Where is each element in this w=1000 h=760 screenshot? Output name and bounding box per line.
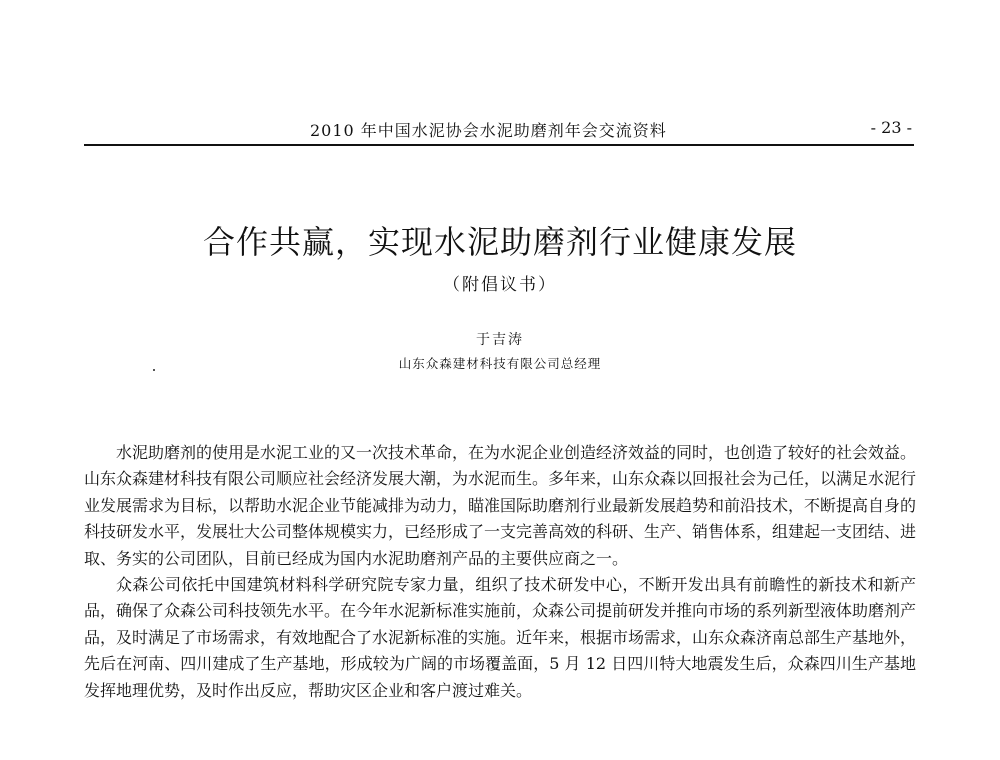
author-affiliation: 山东众森建材科技有限公司总经理 [398, 356, 602, 371]
author-name: 于吉涛 [476, 332, 524, 348]
running-header [84, 118, 912, 140]
body-text [84, 440, 916, 704]
journal-title: 2010 年中国水泥协会水泥助磨剂年会交流资料 [310, 121, 667, 140]
scan-speck [153, 369, 155, 371]
article-title: 合作共赢，实现水泥助磨剂行业健康发展 [202, 223, 797, 261]
body-paragraph: 水泥助磨剂的使用是水泥工业的又一次技术革命，在为水泥企业创造经济效益的同时，也创造了较好的社会效益。山东众森建材科技有限公司顺应社会经济发展大潮，为水泥而生。多年来，山东众森以回报社会为己任，以满足水泥行业发展需求为目标，以帮助水泥企业节能减排为动力，瞄准国际助磨剂行业最新发展趋势和前沿技术，不断提高自身的科技研发水平，发展壮大公司整体规模实力，已经形成了一支完善高效的科研、生产、销售体系，组建起一支团结、进取、务实的公司团队，目前已经成为国内水泥助磨剂产品的主要供应商之一。 [84, 443, 917, 568]
body-paragraph: 众森公司依托中国建筑材料科学研究院专家力量，组织了技术研发中心，不断开发出具有前瞻性的新技术和新产品，确保了众森公司科技领先水平。在今年水泥新标准实施前，众森公司提前研发并推向市场的系列新型液体助磨剂产品，及时满足了市场需求，有效地配合了水泥新标准的实施。近年来，根据市场需求，山东众森济南总部生产基地外，先后在河南、四川建成了生产基地，形成较为广阔的市场覆盖面，5 月 12 日四川特大地震发生后，众森四川生产基地发挥地理优势，及时作出反应，帮助灾区企业和客户渡过难关。 [84, 575, 917, 700]
page-number: - 23 - [870, 118, 912, 137]
header-rule [84, 144, 914, 146]
article-subtitle: （附倡议书） [443, 275, 557, 295]
